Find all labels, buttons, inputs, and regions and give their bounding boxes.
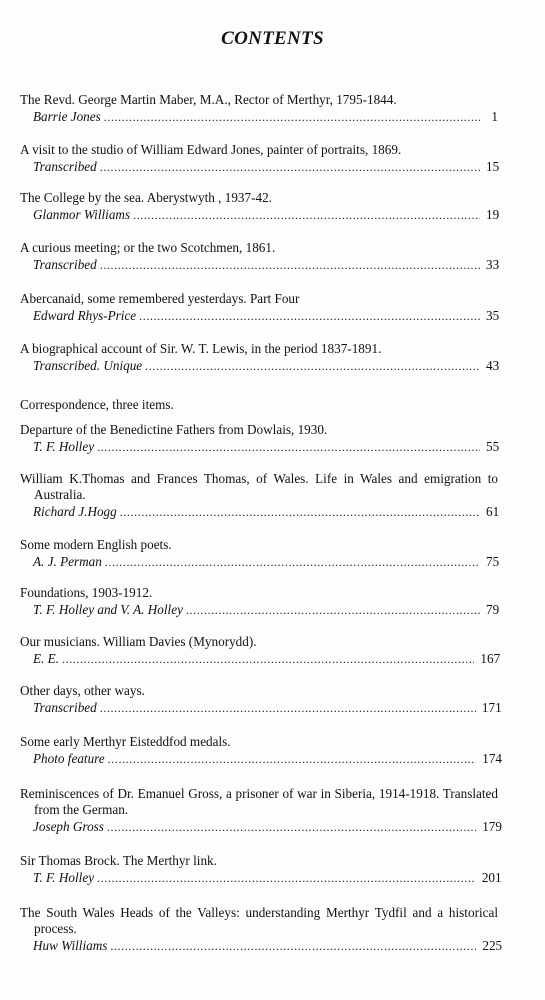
- entry-title: Departure of the Benedictine Fathers from Dowlais, 1930.: [20, 422, 328, 437]
- entry-author: Transcribed. Unique: [33, 358, 143, 373]
- entry-page-number: 201: [481, 870, 502, 885]
- entry-title: A biographical account of Sir. W. T. Lewis, in the period 1837-1891.: [20, 341, 382, 356]
- entry-author-line: [20, 257, 498, 273]
- entry-author-line: [20, 651, 501, 667]
- contents-entry: [20, 683, 502, 716]
- entry-author: Edward Rhys-Price: [33, 308, 137, 323]
- entry-title: Our musicians. William Davies (Mynorydd).: [20, 634, 257, 649]
- entry-page-number: 171: [481, 700, 502, 715]
- page-title: CONTENTS: [221, 28, 324, 49]
- dot-leader: [104, 109, 480, 125]
- contents-entry: [20, 240, 498, 273]
- entry-page-number: 79: [486, 602, 500, 617]
- dot-leader: [97, 439, 480, 455]
- dot-leader: [107, 819, 476, 835]
- entry-author: T. F. Holley: [33, 870, 95, 885]
- dot-leader: [120, 504, 480, 520]
- dot-leader: [110, 938, 476, 954]
- entry-author-line: [20, 751, 503, 767]
- entry-title: A visit to the studio of William Edward Jones, painter of portraits, 1869.: [20, 142, 402, 157]
- entry-author-line: [20, 938, 503, 954]
- entry-title: The College by the sea. Aberystwyth , 1937-42.: [20, 190, 272, 205]
- entry-author-line: [20, 159, 498, 175]
- entry-author-line: [20, 819, 502, 835]
- dot-leader: [100, 159, 480, 175]
- entry-author-line: [20, 308, 498, 324]
- entry-author-line: [20, 554, 498, 570]
- contents-entry: [20, 291, 498, 324]
- entry-author-line: [20, 504, 498, 520]
- contents-entry: [20, 190, 498, 223]
- entry-title: Sir Thomas Brock. The Merthyr link.: [20, 853, 217, 868]
- entry-author-line: [20, 109, 498, 125]
- entry-title: Other days, other ways.: [20, 683, 145, 698]
- entry-author: Transcribed: [33, 159, 97, 174]
- dot-leader: [100, 257, 480, 273]
- entry-author: Glanmor Williams: [33, 207, 131, 222]
- entry-author-line: [20, 207, 498, 223]
- entry-page-number: 225: [482, 938, 503, 953]
- entry-page-number: 33: [486, 257, 500, 272]
- entry-title: William K.Thomas and Frances Thomas, of Wales. Life in Wales and emigration to Australia.: [20, 471, 498, 502]
- dot-leader: [100, 700, 476, 716]
- dot-leader: [186, 602, 480, 618]
- entry-title: A curious meeting; or the two Scotchmen, 1861.: [20, 240, 276, 255]
- entry-author: E. E.: [33, 651, 60, 666]
- contents-entry: [20, 734, 503, 767]
- entry-author-line: [20, 602, 498, 618]
- contents-entry: [20, 905, 503, 954]
- entry-author: Joseph Gross: [33, 819, 104, 834]
- entry-page-number: 43: [486, 358, 500, 373]
- contents-entry: [20, 537, 498, 570]
- entry-page-number: 174: [482, 751, 503, 766]
- entry-author: T. F. Holley and V. A. Holley: [33, 602, 183, 617]
- entry-author-line: [20, 439, 498, 455]
- entry-author: Huw Williams: [33, 938, 108, 953]
- entry-page-number: 61: [486, 504, 500, 519]
- dot-leader: [97, 870, 476, 886]
- entry-author: Barrie Jones: [33, 109, 101, 124]
- entry-title: Foundations, 1903-1912.: [20, 585, 153, 600]
- entry-title: Some early Merthyr Eisteddfod medals.: [20, 734, 231, 749]
- entry-author: Photo feature: [33, 751, 105, 766]
- entry-page-number: 167: [480, 651, 501, 666]
- entry-title: The Revd. George Martin Maber, M.A., Rector of Merthyr, 1795-1844.: [20, 92, 397, 107]
- entry-title: Abercanaid, some remembered yesterdays. Part Four: [20, 291, 300, 306]
- entry-title: Reminiscences of Dr. Emanuel Gross, a prisoner of war in Siberia, 1914-1918. Translated from the German.: [20, 786, 498, 817]
- entry-page-number: 15: [486, 159, 500, 174]
- entry-title: Correspondence, three items.: [20, 397, 174, 412]
- entry-author: Transcribed: [33, 700, 97, 715]
- contents-entry: [20, 786, 502, 835]
- entry-page-number: 55: [486, 439, 500, 454]
- entry-title: Some modern English poets.: [20, 537, 172, 552]
- entry-page-number: 75: [486, 554, 500, 569]
- dot-leader: [105, 554, 480, 570]
- contents-entry: [20, 142, 498, 175]
- contents-entry: [20, 422, 498, 455]
- entry-author: Transcribed: [33, 257, 97, 272]
- dot-leader: [133, 207, 480, 223]
- entry-page-number: 179: [482, 819, 502, 834]
- entry-author: A. J. Perman: [33, 554, 102, 569]
- dot-leader: [108, 751, 477, 767]
- entry-page-number: 19: [486, 207, 500, 222]
- entry-page-number: 35: [486, 308, 500, 323]
- entry-author-line: [20, 358, 498, 374]
- dot-leader: [62, 651, 474, 667]
- contents-entry: [20, 471, 498, 520]
- entry-author-line: [20, 700, 502, 716]
- contents-entry: [20, 92, 498, 125]
- entry-page-number: 1: [491, 109, 498, 124]
- contents-entry: [20, 634, 501, 667]
- contents-entry: [20, 397, 498, 413]
- dot-leader: [145, 358, 480, 374]
- dot-leader: [139, 308, 480, 324]
- entry-author: T. F. Holley: [33, 439, 95, 454]
- entry-author: Richard J.Hogg: [33, 504, 117, 519]
- entry-title: The South Wales Heads of the Valleys: understanding Merthyr Tydfil and a historical process.: [20, 905, 498, 936]
- entry-author-line: [20, 870, 502, 886]
- contents-entry: [20, 585, 498, 618]
- contents-entry: [20, 853, 502, 886]
- contents-entry: [20, 341, 498, 374]
